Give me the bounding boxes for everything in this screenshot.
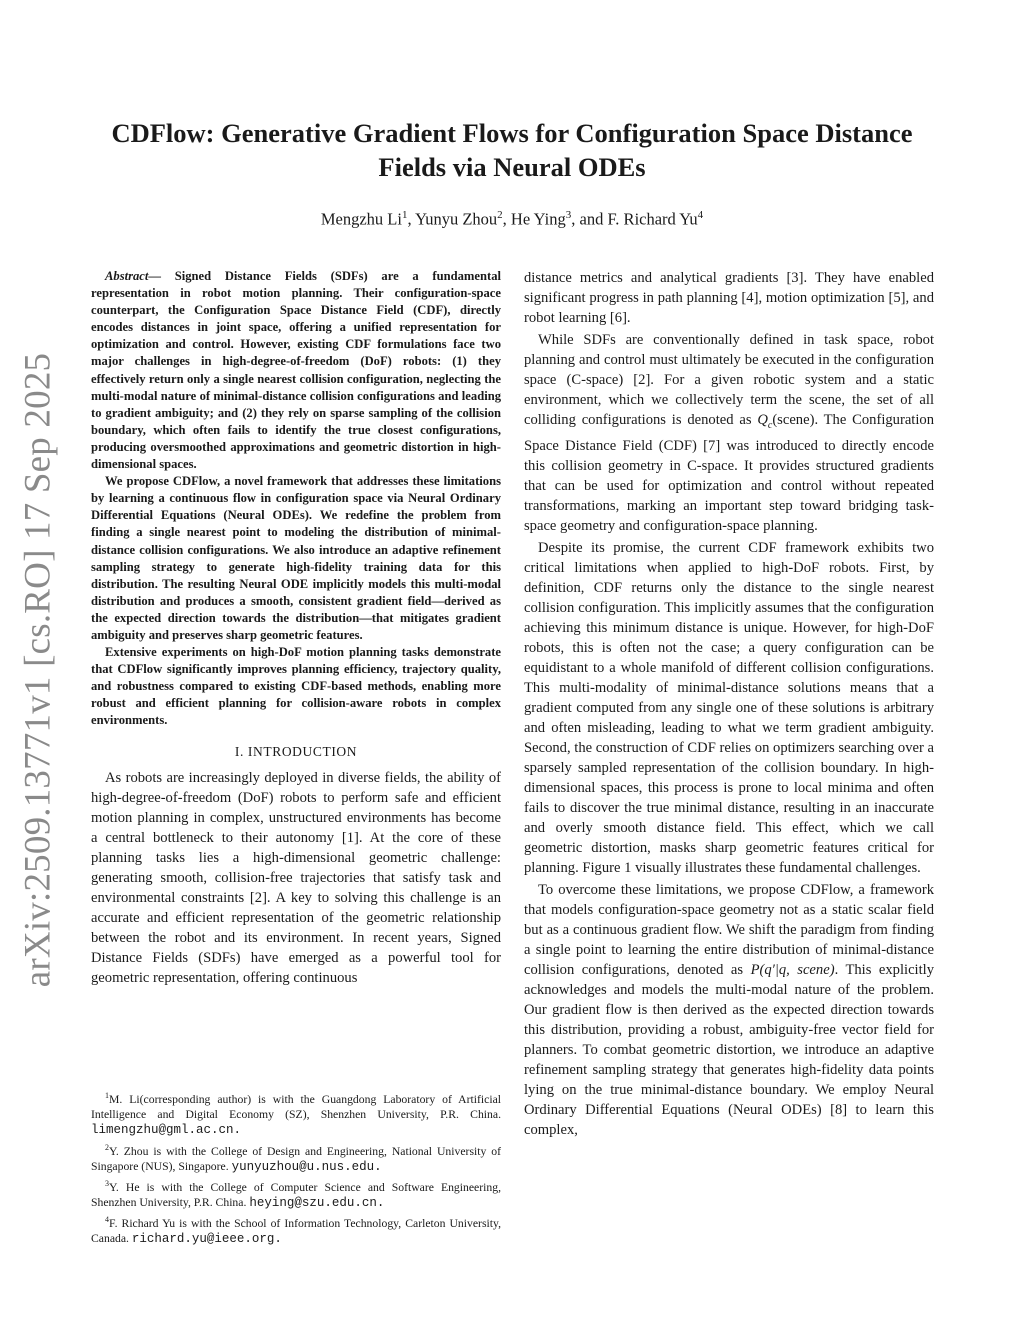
- introduction-continued: [524, 268, 934, 1140]
- abstract-paragraph: Extensive experiments on high-DoF motion planning tasks demonstrate that CDFlow significantly improves planning efficiency, trajectory quality, and robustness compared to existing CDF-based methods, enabling more robust and efficient planning for collision-aware robots in complex environments.: [91, 645, 501, 728]
- footnote-text: Y. Zhou is with the College of Design and Engineering, National University of Singapore (NUS), Singapore.: [91, 1144, 501, 1173]
- arxiv-identifier: arXiv:2509.13771v1 [cs.RO] 17 Sep 2025: [17, 352, 59, 988]
- footnote-text: F. Richard Yu is with the School of Information Technology, Carleton University, Canada.: [91, 1216, 501, 1246]
- footnote-mark: 3: [105, 1178, 109, 1188]
- author-affiliation-mark: 4: [697, 209, 704, 221]
- body-text-span: . This explicitly acknowledges and models the multi-modal nature of the problem. Our gradient flow is then derived as the expected direction towards this distribution, providing a robust, ambiguity-free vector field for planners. To combat geometric distortion, we introduce an adaptive refinement sampling strategy that generates high-fidelity data points lying on the true minimal-distance boundary. We employ Neural Ordinary Differential Equations (Neural ODEs) [8] to learn this complex,: [524, 961, 935, 1138]
- author-list: Mengzhu Li$^1$, Yunyu Zhou$^2$, He Ying$^3$, and F. Richard Yu$^4$: [320, 209, 704, 229]
- author-name: He Ying: [510, 209, 566, 229]
- right-column: [524, 268, 934, 1142]
- author-name: F. Richard Yu: [607, 209, 698, 229]
- author-affiliation-mark: 1: [401, 209, 408, 221]
- body-paragraph: [524, 330, 934, 536]
- footnote-mark: 1: [105, 1091, 109, 1100]
- footnote-email: yunyuzhou@u.nus.edu.: [231, 1159, 382, 1174]
- body-paragraph: As robots are increasingly deployed in diverse fields, the ability of high-degree-of-freedom (DoF) robots to perform safe and efficient motion planning in complex, unstructured environments has become a central bottleneck to their autonomy [1]. At the core of these planning tasks lies a high-dimensional geometric challenge: generating smooth, collision-free trajectories that satisfy task and environmental constraints [2]. A key to solving this challenge is an accurate and efficient representation of the geometric relationship between the robot and its environment. In recent years, Signed Distance Fields (SDFs) have emerged as a powerful tool for geometric representation, offering continuous: [91, 769, 501, 986]
- footnote-mark: 2: [105, 1142, 109, 1152]
- introduction-body: [91, 768, 501, 988]
- abstract-label: Abstract: [105, 269, 149, 283]
- arxiv-side-stamp: [8, 352, 68, 988]
- footnote: [91, 1140, 501, 1175]
- abstract-text: Signed Distance Fields (SDFs) are a fundamental representation in robot motion planning. Their configuration-space counterpart, the Configuration Space Distance Field (CDF), directly encodes distances in joint space, offering a unified representation for optimization and control. However, existing CDF formulations face two major challenges in high-degree-of-freedom (DoF) robots: (1) they effectively return only a single nearest collision configuration, neglecting the multi-modal nature of minimal-distance collision configurations and leading to gradient ambiguity; and (2) they rely on sparse sampling of the collision boundary, which often fails to identify the true closest configurations, producing oversmoothed approximations and geometric distortion in high-dimensional spaces.: [91, 269, 501, 472]
- footnote-text: Y. He is with the College of Computer Science and Software Engineering, Shenzhen University, P.R. China.: [91, 1180, 501, 1209]
- body-paragraph: Despite its promise, the current CDF framework exhibits two critical limitations when applied to high-DoF robots. First, by definition, CDF returns only the distance to the single nearest collision configuration. This implicitly assumes that the configuration achieving this minimum distance is unique. However, for high-DoF robots, this is often not the case; a query configuration can be equidistant to a whole manifold of different collision configurations. This multi-modality of minimal-distance solutions means that a gradient computed from any single one of these solutions is arbitrary and often misleading, leading to what we term gradient ambiguity. Second, the construction of CDF relies on optimizers searching over a sparsely sampled representation of the collision boundary. In high-dimensional spaces, this process is prone to local minima and often fails to discover the true minimal distance, resulting in an inaccurate and overly smooth distance field. This effect, which we call geometric distortion, masks sharp geometric features critical for planning. Figure 1 visually illustrates these fundamental challenges.: [524, 539, 934, 876]
- left-column: [91, 268, 501, 990]
- footnotes: [91, 1088, 501, 1248]
- footnote: [91, 1176, 501, 1211]
- abstract-paragraph: We propose CDFlow, a novel framework that addresses these limitations by learning a continuous flow in configuration space via Neural Ordinary Differential Equations (Neural ODEs). We redefine the problem from finding a single nearest point to modeling the distribution of minimal-distance collision configurations. We also introduce an adaptive refinement sampling strategy to generate high-fidelity training data for this distribution. The resulting Neural ODE implicitly models this multi-modal distribution and produces a smooth, consistent gradient field—derived as the expected direction towards the distribution—that mitigates gradient ambiguity and preserves sharp geometric features.: [91, 474, 501, 642]
- body-paragraph: [524, 880, 934, 1140]
- math-expression: P(q′|q, scene): [750, 961, 835, 978]
- math-subscript: c: [767, 419, 773, 431]
- body-text-span: To overcome these limitations, we propose CDFlow, a framework that models configuration-space geometry not as a static scalar field but as a continuous gradient flow. We shift the paradigm from finding a single point to learning the entire distribution of minimal-distance collision configurations, denoted as: [524, 881, 934, 978]
- footnote-mark: 4: [105, 1215, 109, 1225]
- paper-title: CDFlow: Generative Gradient Flows for Configuration Space Distance Fields via Neural ODEs: [111, 118, 913, 182]
- body-paragraph: distance metrics and analytical gradients [3]. They have enabled significant progress in path planning [4], motion optimization [5], and robot learning [6].: [524, 270, 934, 326]
- body-text-span: While SDFs are conventionally defined in task space, robot planning and control must ultimately be executed in the configuration space (C-space) [2]. For a given robotic system and a static environment, which we collectively term the scene, the set of all colliding configurations is denoted as: [524, 332, 934, 428]
- author-affiliation-mark: 3: [565, 209, 572, 221]
- footnote: [91, 1212, 501, 1247]
- footnote-text: M. Li(corresponding author) is with the Guangdong Laboratory of Artificial Intelligence and Digital Economy (SZ), Shenzhen University, P.R. China.: [91, 1092, 501, 1122]
- footnote-email: limengzhu@gml.ac.cn.: [91, 1123, 242, 1138]
- section-heading-introduction: I. INTRODUCTION: [234, 743, 358, 759]
- footnote-email: richard.yu@ieee.org.: [131, 1232, 282, 1247]
- math-symbol: Q: [757, 412, 768, 428]
- author-name: Yunyu Zhou: [415, 209, 498, 229]
- footnote-email: heying@szu.edu.cn.: [249, 1195, 385, 1210]
- abstract: [91, 268, 501, 730]
- author-name: Mengzhu Li: [320, 209, 402, 229]
- abstract-paragraph: Abstract— Signed Distance Fields (SDFs) are a fundamental representation in robot motion planning. Their configuration-space counterpart, the Configuration Space Distance Field (CDF), directly encodes distances in joint space, offering a unified representation for optimization and control. However, existing CDF formulations face two major challenges in high-degree-of-freedom (DoF) robots: (1) they effectively return only a single nearest collision configuration, neglecting the multi-modal nature of minimal-distance collision configurations and leading to gradient ambiguity; and (2) they rely on sparse sampling of the collision boundary, which often fails to identify the true closest configurations, producing oversmoothed approximations and geometric distortion in high-dimensional spaces.: [91, 269, 501, 472]
- author-affiliation-mark: 2: [497, 209, 503, 221]
- footnote: [91, 1088, 501, 1139]
- body-text-span: (scene). The Configuration Space Distance Field (CDF) [7] was introduced to directly encode this collision geometry in C-space. It provides structured gradients that can be used for optimization and control without repeated transformations, marking an important step toward bridging task-space geometry and configuration-space planning.: [524, 412, 935, 534]
